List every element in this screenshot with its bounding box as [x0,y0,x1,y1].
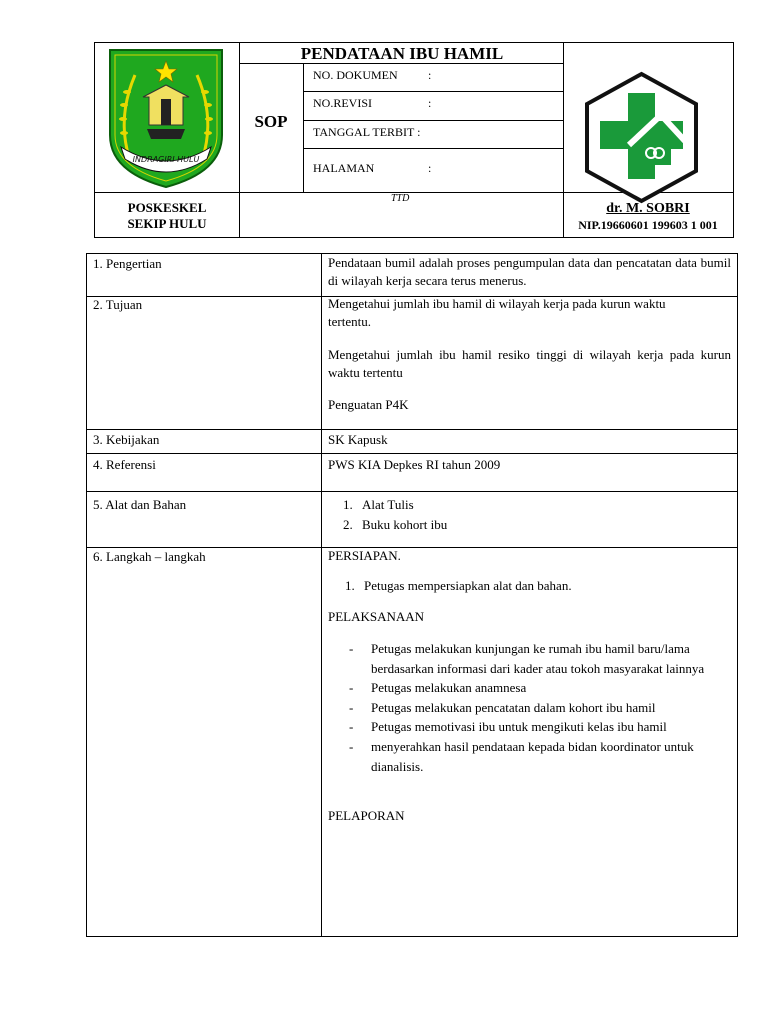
field-no-dokumen [313,68,431,82]
header-divider [303,63,304,192]
row-text-tujuan-1: Mengetahui jumlah ibu hamil di wilayah kerja pada kurun waktu tertentu. [328,296,666,329]
field-label: NO.REVISI [313,96,372,110]
org-line-2: SEKIP HULU [127,216,207,231]
row-list-alat-bahan [338,495,718,535]
sop-label: SOP [254,112,288,131]
header-divider [303,120,563,121]
row-label-langkah: 6. Langkah – langkah [93,549,206,564]
field-no-revisi [313,96,431,110]
header-divider [303,148,563,149]
row-text-referensi: PWS KIA Depkes RI tahun 2009 [328,457,501,472]
row-label-tujuan: 2. Tujuan [93,297,143,312]
indragiri-hulu-emblem-icon [107,47,225,190]
header-divider [303,91,563,92]
table-row-divider [87,491,737,492]
section-pelaksanaan: PELAKSANAAN [328,609,425,624]
list-item: 2. Buku kohort ibu [356,515,718,535]
row-label-alat-bahan: 5. Alat dan Bahan [93,497,187,512]
row-text-pengertian: Pendataan bumil adalah proses pengumpulan data dan pencatatan data bumil di wilayah kerja secara terus menerus. [328,255,731,288]
field-sep: : [428,96,432,110]
list-pelaksanaan [353,639,725,776]
signer-nip: NIP.19660601 199603 1 001 [578,218,718,232]
list-item: - Petugas melakukan pencatatan dalam kohort ibu hamil [349,698,725,718]
list-item: 1. Alat Tulis [356,495,718,515]
sop-header-table [94,42,734,238]
ttd-label: TTD [391,193,410,204]
row-text-tujuan-3: Penguatan P4K [328,397,409,412]
header-divider [239,43,240,237]
org-name [95,200,239,232]
field-sep: : [428,68,432,82]
field-label: HALAMAN [313,161,375,175]
emblem-ribbon-text: INDRAGIRI HULU [132,155,200,164]
list-item: 1. Petugas mempersiapkan alat dan bahan. [358,577,722,595]
table-row-divider [87,453,737,454]
row-label-kebijakan: 3. Kebijakan [93,432,160,447]
table-column-divider [321,254,322,936]
table-row-divider [87,429,737,430]
list-item: - Petugas melakukan kunjungan ke rumah ibu hamil baru/lama berdasarkan informasi dari kader atau tokoh masyarakat lainnya [349,639,725,678]
field-sep: : [428,161,432,175]
section-persiapan: PERSIAPAN. [328,548,401,563]
field-label: TANGGAL TERBIT [313,125,415,139]
field-halaman [313,161,431,175]
field-tanggal-terbit [313,125,421,139]
row-text-kebijakan: SK Kapusk [328,432,388,447]
section-pelaporan: PELAPORAN [328,808,405,823]
field-label: NO. DOKUMEN [313,68,398,82]
signer-name: dr. M. SOBRI [606,201,690,216]
sop-content-table [86,253,738,937]
list-item: - Petugas memotivasi ibu untuk mengikuti kelas ibu hamil [349,717,725,737]
row-text-tujuan-2: Mengetahui jumlah ibu hamil resiko tinggi di wilayah kerja pada kurun waktu tertentu [328,347,731,380]
row-label-referensi: 4. Referensi [93,457,156,472]
signer-block [563,201,733,233]
list-persiapan [342,577,722,595]
org-line-1: POSKESKEL [127,200,207,215]
field-sep: : [417,125,421,139]
document-title: PENDATAAN IBU HAMIL [300,44,504,63]
row-label-pengertian: 1. Pengertian [93,256,162,271]
list-item: - menyerahkan hasil pendataan kepada bidan koordinator untuk dianalisis. [349,737,725,776]
puskesmas-logo-icon [583,71,700,204]
list-item: - Petugas melakukan anamnesa [349,678,725,698]
